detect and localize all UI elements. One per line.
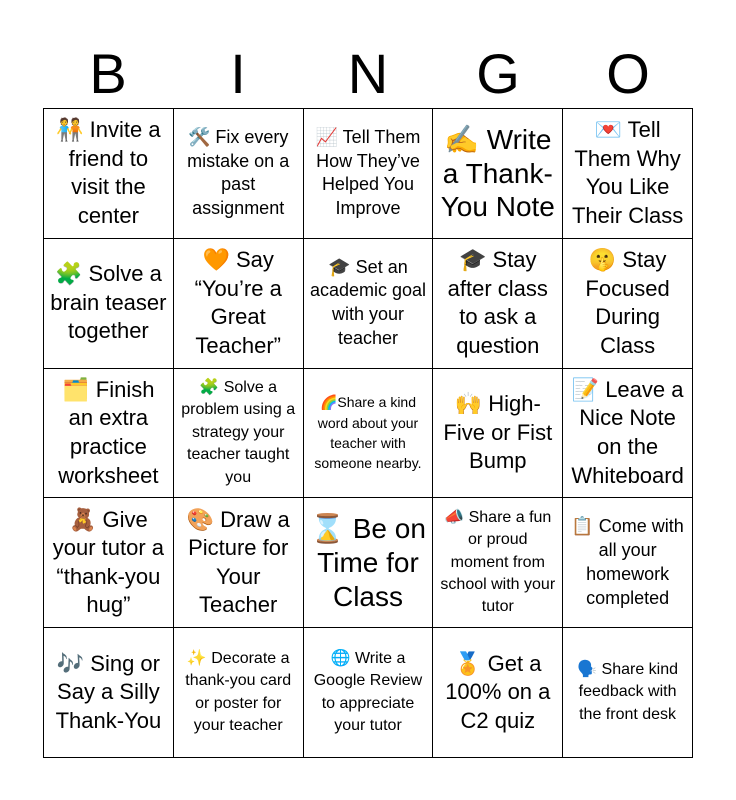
bingo-cell-label: 📋 Come with all your homework completed bbox=[571, 516, 684, 608]
bingo-cell-label: 🗣️ Share kind feedback with the front desk bbox=[577, 661, 679, 723]
bingo-cell-label: 📣 Share a fun or proud moment from school with your tutor bbox=[440, 508, 556, 616]
bingo-cell-r3-c4[interactable] bbox=[433, 369, 563, 499]
bingo-cell-r3-c3[interactable] bbox=[304, 369, 434, 499]
bingo-cell-r1-c4[interactable] bbox=[433, 109, 563, 239]
bingo-card-grid bbox=[43, 108, 693, 758]
bingo-cell-label: 📝 Leave a Nice Note on the Whiteboard bbox=[571, 376, 684, 488]
bingo-cell-r1-c5[interactable] bbox=[563, 109, 693, 239]
bingo-cell-r2-c2[interactable] bbox=[174, 239, 304, 369]
bingo-cell-r4-c3[interactable] bbox=[304, 498, 434, 628]
header-letter-i: I bbox=[230, 42, 246, 105]
bingo-cell-r2-c3[interactable] bbox=[304, 239, 434, 369]
bingo-cell-label: 🌐 Write a Google Review to appreciate your tutor bbox=[313, 649, 423, 734]
bingo-cell-r1-c3[interactable] bbox=[304, 109, 434, 239]
bingo-cell-label: 🧩 Solve a brain teaser together bbox=[50, 261, 167, 344]
bingo-cell-label: ✍️ Write a Thank-You Note bbox=[440, 124, 555, 223]
bingo-cell-label: 🎨 Draw a Picture for Your Teacher bbox=[186, 506, 290, 618]
bingo-cell-label: 🤫 Stay Focused During Class bbox=[585, 247, 670, 358]
header-letter-o: O bbox=[606, 42, 650, 105]
bingo-cell-label: 📈 Tell Them How They’ve Helped You Improve bbox=[315, 126, 421, 219]
bingo-cell-label: 🧑‍🤝‍🧑 Invite a friend to visit the center bbox=[56, 117, 161, 228]
bingo-cell-r5-c2[interactable] bbox=[174, 628, 304, 758]
bingo-cell-label: 🎓 Stay after class to ask a question bbox=[447, 247, 548, 358]
bingo-cell-r2-c5[interactable] bbox=[563, 239, 693, 369]
bingo-cell-r4-c1[interactable] bbox=[44, 498, 174, 628]
header-letter-g: G bbox=[476, 42, 520, 105]
header-letter-n: N bbox=[347, 42, 389, 105]
bingo-header bbox=[43, 40, 693, 108]
bingo-cell-r3-c5[interactable] bbox=[563, 369, 693, 499]
bingo-cell-label: ⌛ Be on Time for Class bbox=[310, 513, 426, 612]
bingo-cell-label: 🛠️ Fix every mistake on a past assignment bbox=[187, 126, 290, 219]
bingo-cell-r3-c2[interactable] bbox=[174, 369, 304, 499]
bingo-cell-r5-c4[interactable] bbox=[433, 628, 563, 758]
bingo-cell-label: 🧩 Solve a problem using a strategy your teacher taught you bbox=[181, 379, 296, 486]
bingo-cell-label: 🎶 Sing or Say a Silly Thank-You bbox=[55, 650, 162, 733]
bingo-cell-r2-c1[interactable] bbox=[44, 239, 174, 369]
bingo-cell-r3-c1[interactable] bbox=[44, 369, 174, 499]
bingo-cell-r5-c5[interactable] bbox=[563, 628, 693, 758]
bingo-cell-r4-c4[interactable] bbox=[433, 498, 563, 628]
bingo-cell-r4-c5[interactable] bbox=[563, 498, 693, 628]
bingo-cell-r1-c2[interactable] bbox=[174, 109, 304, 239]
bingo-cell-label: 🧡 Say “You’re a Great Teacher” bbox=[194, 247, 282, 358]
bingo-cell-r4-c2[interactable] bbox=[174, 498, 304, 628]
bingo-cell-r5-c3[interactable] bbox=[304, 628, 434, 758]
bingo-cell-label: 🌈Share a kind word about your teacher with someone nearby. bbox=[314, 394, 422, 472]
bingo-cell-label: 🙌 High-Five or Fist Bump bbox=[443, 391, 553, 474]
bingo-cell-r1-c1[interactable] bbox=[44, 109, 174, 239]
bingo-cell-label: 🏅 Get a 100% on a C2 quiz bbox=[445, 650, 551, 733]
bingo-cell-label: ✨ Decorate a thank-you card or poster for your teacher bbox=[185, 649, 292, 734]
header-letter-b: B bbox=[89, 42, 127, 105]
bingo-cell-label: 💌 Tell Them Why You Like Their Class bbox=[571, 117, 684, 228]
bingo-cell-label: 🗂️ Finish an extra practice worksheet bbox=[58, 376, 159, 488]
bingo-cell-label: 🎓 Set an academic goal with your teacher bbox=[309, 256, 427, 348]
bingo-cell-r2-c4[interactable] bbox=[433, 239, 563, 369]
bingo-cell-label: 🧸 Give your tutor a “thank-you hug” bbox=[52, 506, 165, 618]
bingo-cell-r5-c1[interactable] bbox=[44, 628, 174, 758]
